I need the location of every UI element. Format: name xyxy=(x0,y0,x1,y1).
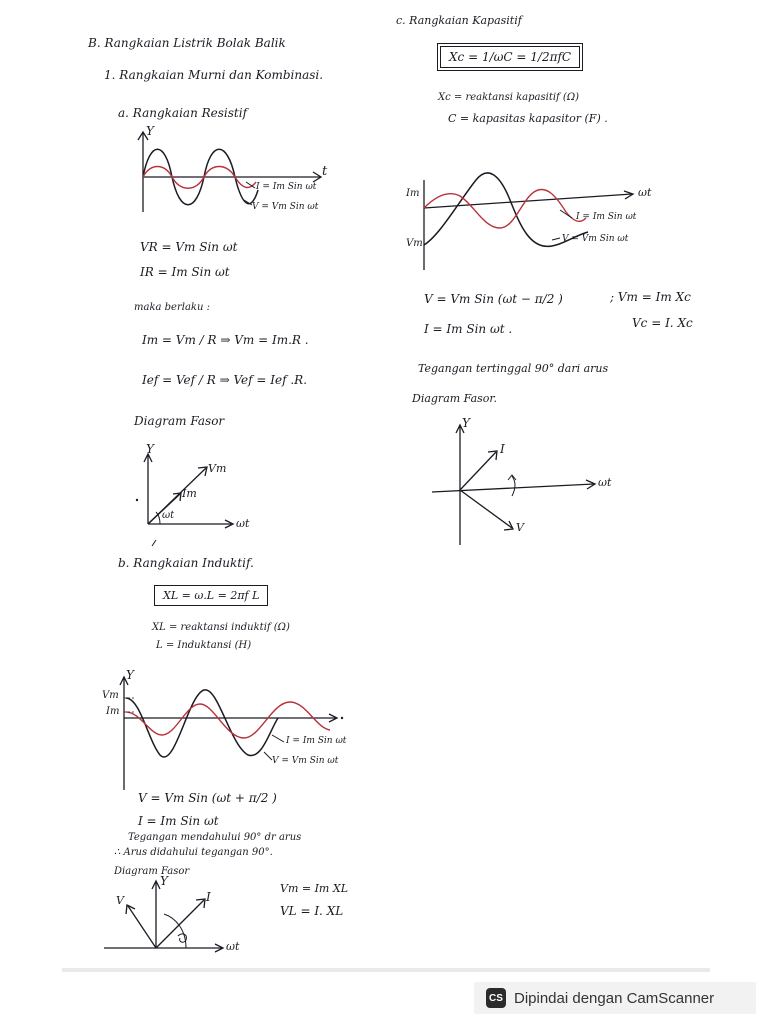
inductive-note1: Tegangan mendahului 90° dr arus xyxy=(128,832,302,843)
inductive-phasor-y: Y xyxy=(160,874,168,888)
camscanner-text: Dipindai dengan CamScanner xyxy=(514,989,715,1007)
capacitive-graph-axis: ωt xyxy=(638,186,652,199)
camscanner-logo-icon: CS xyxy=(486,988,506,1008)
capacitive-formula-box: Xc = 1/ωC = 1/2πfC xyxy=(440,46,580,68)
inductive-def1: XL = reaktansi induktif (Ω) xyxy=(152,622,290,633)
capacitive-title: c. Rangkaian Kapasitif xyxy=(396,14,522,27)
resistive-current-label: I = Im Sin ωt xyxy=(256,182,317,192)
inductive-graph-y: Y xyxy=(126,668,134,682)
subsection-title: 1. Rangkaian Murni dan Kombinasi. xyxy=(104,68,324,82)
inductive-eq-vm: Vm = Im XL xyxy=(280,882,348,895)
inductive-current-label: I = Im Sin ωt xyxy=(286,736,347,746)
inductive-eq-i: I = Im Sin ωt xyxy=(138,814,219,828)
inductive-formula-box: XL = ω.L = 2πf L xyxy=(154,585,268,606)
capacitive-def1: Xc = reaktansi kapasitif (Ω) xyxy=(438,92,580,103)
resistive-phasor-im: Im xyxy=(182,487,197,500)
inductive-def2: L = Induktansi (H) xyxy=(156,640,252,651)
inductive-phasor-i: I xyxy=(206,890,211,904)
inductive-graph-im: Im xyxy=(106,706,120,717)
resistive-diagram-title: Diagram Fasor xyxy=(134,414,225,428)
inductive-note2: ∴ Arus didahului tegangan 90°. xyxy=(114,847,273,858)
capacitive-eq-i: I = Im Sin ωt . xyxy=(424,322,513,336)
resistive-graph-y: Y xyxy=(146,124,154,138)
resistive-title: a. Rangkaian Resistif xyxy=(118,106,248,120)
camscanner-watermark xyxy=(474,982,756,1014)
inductive-title: b. Rangkaian Induktif. xyxy=(118,556,254,570)
capacitive-eq-vm: ; Vm = Im Xc xyxy=(610,290,691,304)
section-title: B. Rangkaian Listrik Bolak Balik xyxy=(88,36,286,50)
capacitive-phasor-v: V xyxy=(516,521,524,534)
capacitive-def2: C = kapasitas kapasitor (F) . xyxy=(448,112,608,125)
capacitive-phasor-y: Y xyxy=(462,416,470,430)
capacitive-note1: Tegangan tertinggal 90° dari arus xyxy=(418,362,609,375)
inductive-voltage-label: V = Vm Sin ωt xyxy=(272,756,339,766)
resistive-phasor-axis: ωt xyxy=(236,517,250,530)
resistive-graph-t: t xyxy=(322,164,328,179)
inductive-eq-vl: VL = I. XL xyxy=(280,904,344,918)
capacitive-phasor-i: I xyxy=(500,442,505,456)
maka-berlaku: maka berlaku : xyxy=(134,302,210,313)
capacitive-diagram-title: Diagram Fasor. xyxy=(412,392,497,405)
resistive-phasor-angle: ωt xyxy=(162,510,175,521)
capacitive-voltage-label: V = Vm Sin ωt xyxy=(562,234,629,244)
inductive-diagram-title: Diagram Fasor xyxy=(114,866,190,877)
capacitive-eq-v: V = Vm Sin (ωt − π/2 ) xyxy=(424,292,563,306)
inductive-eq-v: V = Vm Sin (ωt + π/2 ) xyxy=(138,791,277,805)
capacitive-graph-vm: Vm xyxy=(406,238,423,249)
capacitive-eq-vc: Vc = I. Xc xyxy=(632,316,693,330)
resistive-eq-i: IR = Im Sin ωt xyxy=(140,265,230,279)
resistive-eq-ief: Ief = Vef / R ⇒ Vef = Ief .R. xyxy=(142,373,308,387)
resistive-voltage-label: V = Vm Sin ωt xyxy=(252,202,319,212)
inductive-graph-vm: Vm xyxy=(102,690,119,701)
resistive-eq-im: Im = Vm / R ⇒ Vm = Im.R . xyxy=(142,333,309,347)
capacitive-phasor-axis: ωt xyxy=(598,476,612,489)
resistive-phasor-vm: Vm xyxy=(208,462,227,475)
capacitive-graph-im: Im xyxy=(406,188,420,199)
resistive-phasor-y: Y xyxy=(146,442,154,456)
resistive-eq-v: VR = Vm Sin ωt xyxy=(140,240,238,254)
inductive-phasor-axis: ωt xyxy=(226,940,240,953)
inductive-phasor-v: V xyxy=(116,894,124,907)
capacitive-current-label: I = Im Sin ωt xyxy=(576,212,637,222)
